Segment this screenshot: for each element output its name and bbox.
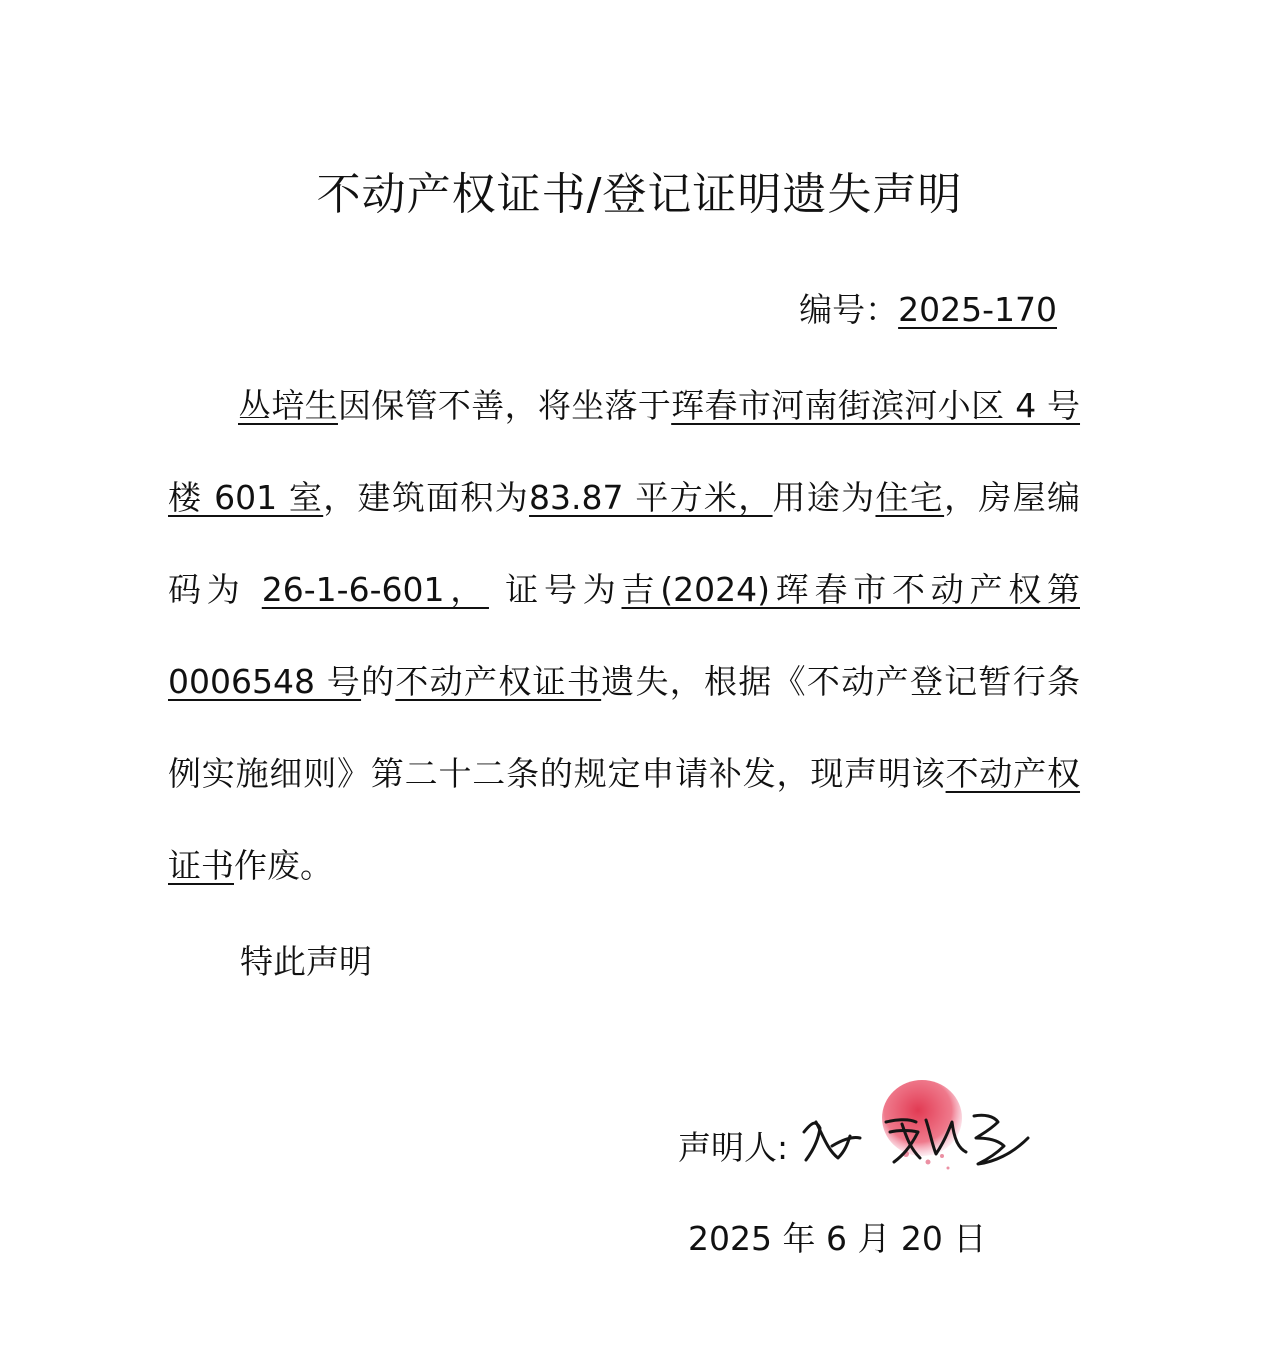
building-area: 83.87 平方米， [529,478,773,517]
closing-phrase: 特此声明 [240,942,372,981]
statement-date: 2025 年 6 月 20 日 [688,1219,987,1258]
statement-body [168,360,1080,912]
property-use: 住宅 [875,478,945,517]
owner-name: 丛培生 [238,386,338,425]
statement-text: ，房屋编码为 [168,478,1081,609]
statement-text: ，建筑面积为 [323,478,530,517]
document-type: 不动产权证书 [395,662,602,701]
certificate-number: 吉(2024)珲春市不动产权第 0006548 号 [168,570,1080,701]
signer-label: 声明人: [678,1128,789,1167]
statement-paragraph [168,360,1080,912]
document-title: 不动产权证书/登记证明遗失声明 [316,169,963,220]
statement-text: 遗失，根据《不动产登记暂行条例实施细则》第二十二条的规定申请补发，现声明该 [168,662,1080,793]
statement-text: 的 [361,662,396,701]
document-number-value: 2025-170 [898,290,1057,329]
statement-text: 因保管不善，将坐落于 [337,386,672,425]
document-type-repeat: 不动产权证书 [168,754,1081,885]
statement-text: 证号为 [488,570,622,609]
statement-text: 作废。 [234,846,333,885]
statement-text: 用途为 [772,478,876,517]
handwritten-signature [798,1092,1048,1182]
document-number-label: 编号： [799,290,899,329]
house-code: 26-1-6-601， [261,570,489,609]
property-address: 珲春市河南街滨河小区 4 号楼 601 室 [168,386,1081,517]
document-number [799,287,1057,333]
